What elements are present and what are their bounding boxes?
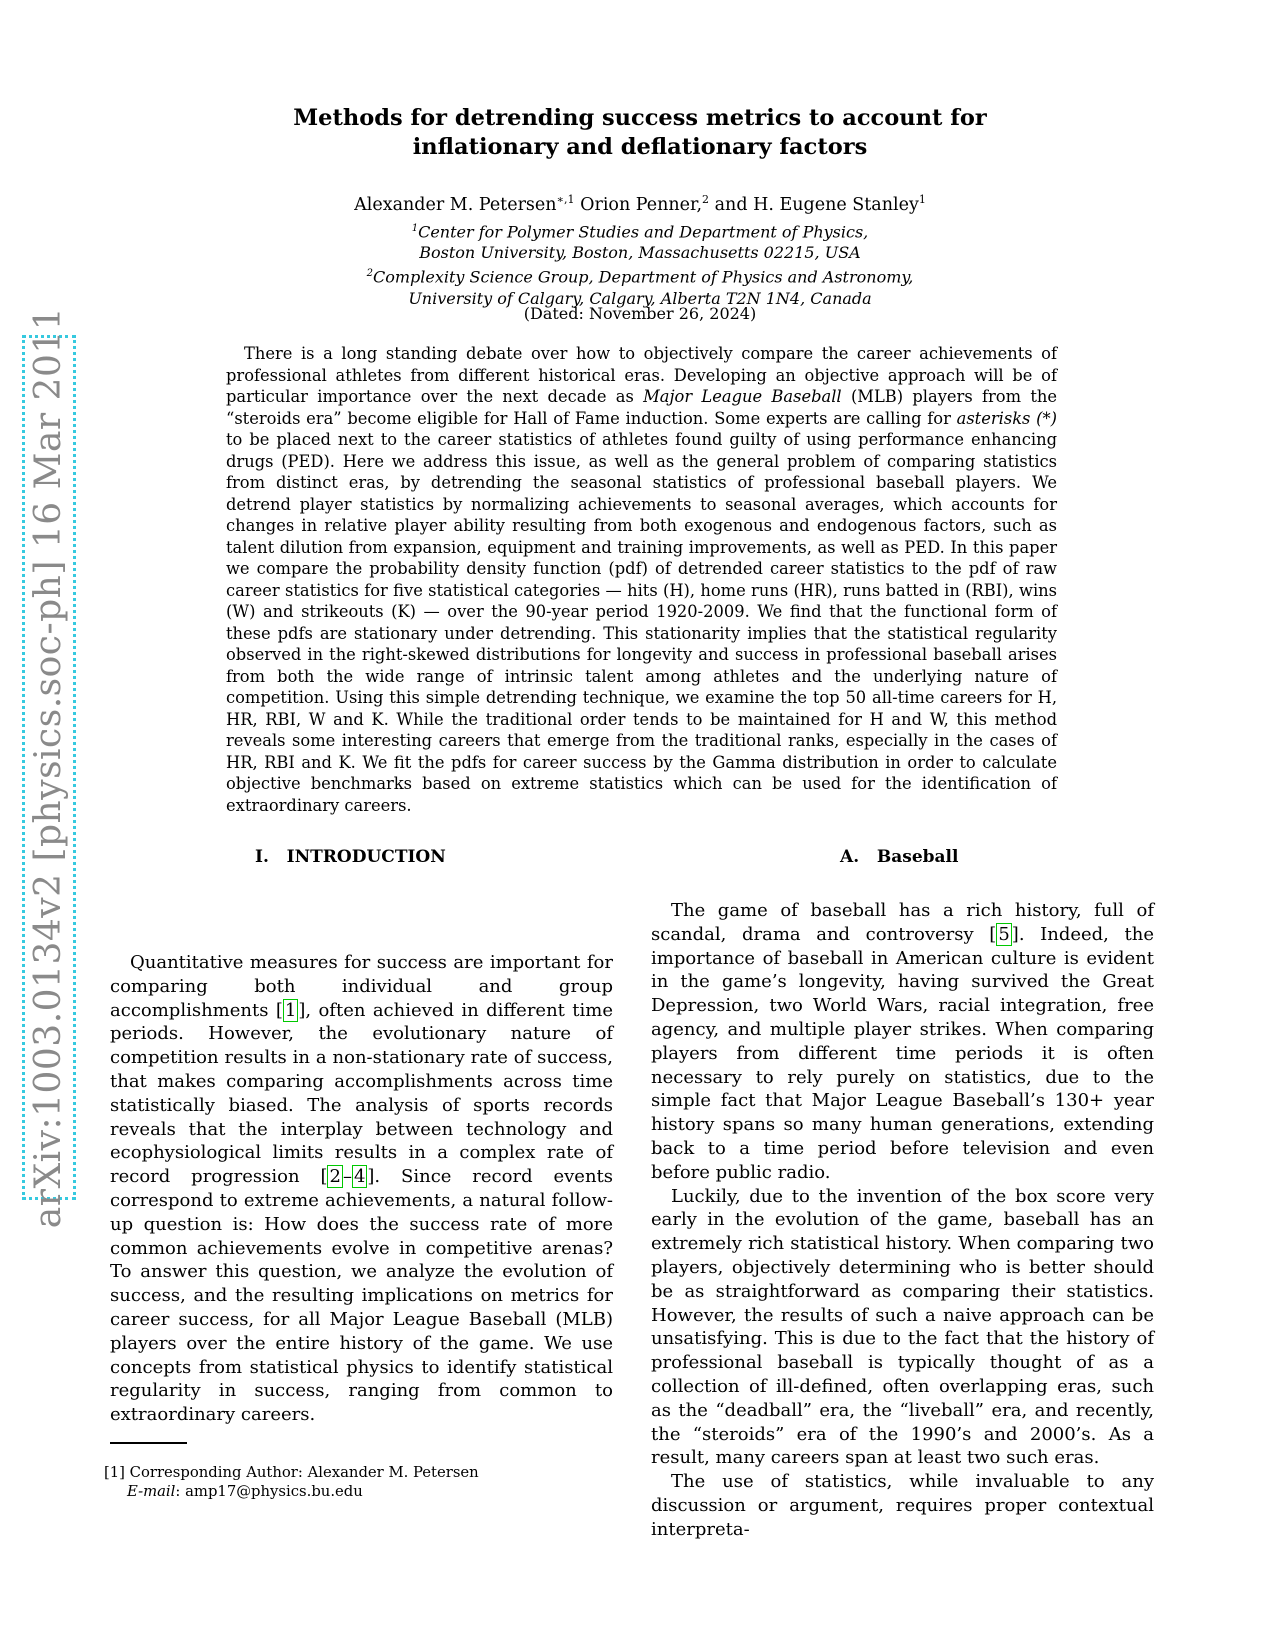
affiliation-2-mark: 2 <box>366 268 373 280</box>
footnote-rule <box>110 1442 187 1444</box>
arxiv-stamp <box>27 306 71 1228</box>
baseball-text-1: The game of baseball has a rich history, full of scandal, drama and controversy <box>651 900 1154 945</box>
author-1: Alexander M. Petersen <box>354 194 557 215</box>
affiliations <box>240 218 1040 309</box>
affiliation-2-line-2: University of Calgary, Calgary, Alberta T2N 1N4, Canada <box>408 288 872 308</box>
abstract <box>226 343 1057 816</box>
date-line: (Dated: November 26, 2024) <box>523 304 757 323</box>
title-line-2: inflationary and deflationary factors <box>412 134 868 160</box>
abstract-asterisks-italic: asterisks (*) <box>956 408 1058 428</box>
author-3: and H. Eugene Stanley <box>714 194 919 215</box>
author-2-mark: 2 <box>702 193 710 206</box>
citation-dash: – <box>342 1166 352 1188</box>
section-heading-introduction <box>255 846 446 868</box>
intro-text-3: . Since record events correspond to extreme achievements, a natural follow-up question is: How does the success rate of more common achievements evolve in competitive arenas? To answer this question, we analyze the evolution of success, and the resulting implications on metrics for career success, for all Major League Baseball (MLB) players over the entire history of the game. We use concepts from statistical physics to identify statistical regularity in success, ranging from common to extraordinary careers. <box>110 1166 614 1426</box>
affiliation-1-line-2: Boston University, Boston, Massachusetts 02215, USA <box>419 243 861 263</box>
author-list <box>240 188 1040 217</box>
citation-link[interactable]: 2 <box>329 1166 341 1188</box>
section-number: I. <box>255 847 269 867</box>
affiliation-1-line-1: Center for Polymer Studies and Department of Physics, <box>418 222 869 242</box>
author-1-mark: ∗,1 <box>556 193 575 206</box>
paper-title <box>240 104 1040 162</box>
baseball-paragraph-3: The use of statistics, while invaluable to any discussion or argument, requires proper contextual interpreta- <box>651 1471 1154 1540</box>
intro-text-2: , often achieved in different time periods. However, the evolutionary nature of competition results in a non-stationary rate of success, that makes comparing accomplishments across time statistically biased. The analysis of sports records reveals that the interplay between technology and ecophysiological limits results in a complex rate of record progression <box>110 999 613 1188</box>
intro-text-1: Quantitative measures for success are important for comparing both individual and group accomplishments <box>110 952 613 1021</box>
introduction-column <box>110 951 613 1427</box>
subsection-number: A. <box>840 847 860 867</box>
arxiv-stamp-text: arXiv:1003.0134v2 [physics.soc-ph] 16 Mar 2011 <box>28 306 70 1228</box>
subsection-title: Baseball <box>876 847 959 867</box>
baseball-text-2: . Indeed, the importance of baseball in American culture is evident in the game’s longevity, having survived the Great Depression, two World Wars, racial integration, free agency, and multiple player strikes. When comparing players from different time periods it is often necessary to rely purely on statistics, due to the simple fact that Major League Baseball’s 130+ year history spans so many human generations, extending back to a time period before television and even before public radio. <box>651 923 1154 1183</box>
citation-link[interactable]: 5 <box>998 923 1010 945</box>
footnote-email-value: : amp17@physics.bu.edu <box>175 1483 363 1500</box>
affiliation-1-mark: 1 <box>411 223 419 234</box>
citation-link[interactable]: 1 <box>284 999 297 1021</box>
title-line-1: Methods for detrending success metrics to account for <box>293 105 987 131</box>
abstract-text-1: There is a long standing debate over how to objectively compare the career achievements of professional athletes from different historical eras. Developing an objective approach will be of particular importance over the next decade as <box>226 344 1057 406</box>
citation-link[interactable]: 4 <box>353 1166 366 1188</box>
baseball-column <box>651 899 1154 1542</box>
abstract-text-2: (MLB) players from the “steroids era” become eligible for Hall of Fame induction. Some experts are calling for <box>226 387 1058 428</box>
baseball-paragraph-2: Luckily, due to the invention of the box score very early in the evolution of the game, baseball has an extremely rich statistical history. When comparing two players, objectively determining who is better should be as straightforward as comparing their statistics. However, the results of such a naive approach can be unsatisfying. This is due to the fact that the history of professional baseball is typically thought of as a collection of ill-defined, often overlapping eras, such as the “deadball” era, the “liveball” era, and recently, the “steroids” era of the 1990’s and 2000’s. As a result, many careers span at least two such eras. <box>651 1185 1154 1469</box>
baseball-paragraph-1: The game of baseball has a rich history, full of scandal, drama and controversy [ 5 ]. Indeed, the importance of baseball in American culture is evident in the game’s longevity, having survived the Great Depression, two World Wars, racial integration, free agency, and multiple player strikes. When comparing players from different time periods it is often necessary to rely purely on statistics, due to the simple fact that Major League Baseball’s 130+ year history spans so many human generations, extending back to a time period before television and even before public radio. <box>651 900 1154 1183</box>
author-3-mark: 1 <box>918 193 926 206</box>
abstract-mlb-italic: Major League Baseball <box>643 387 842 406</box>
section-title: INTRODUCTION <box>286 847 446 867</box>
intro-paragraph: Quantitative measures for success are important for comparing both individual and group accomplishments [ 1 ], often achieved in different time periods. However, the evolutionary nature of competition results in a non-stationary rate of success, that makes comparing accomplishments across time statistically biased. The analysis of sports records reveals that the interplay between technology and ecophysiological limits results in a complex rate of record progression [ 2 – 4 ]. Since record events correspond to extreme achievements, a natural follow-up question is: How does the success rate of more common achievements evolve in competitive arenas? To answer this question, we analyze the evolution of success, and the resulting implications on metrics for career success, for all Major League Baseball (MLB) players over the entire history of the game. We use concepts from statistical physics to identify statistical regularity in success, ranging from common to extraordinary careers. <box>110 952 614 1426</box>
footnote-email-label: E-mail <box>127 1483 176 1500</box>
affiliation-2-line-1: Complexity Science Group, Department of Physics and Astronomy, <box>372 267 914 287</box>
abstract-text-3: to be placed next to the career statistics of athletes found guilty of using performance enhancing drugs (PED). Here we address this issue, as well as the general problem of comparing statistics from distinct eras, by detrending the seasonal statistics of professional baseball players. We detrend player statistics by normalizing achievements to seasonal averages, which accounts for changes in relative player ability resulting from both exogenous and endogenous factors, such as talent dilution from expansion, equipment and training improvements, as well as PED. In this paper we compare the probability density function (pdf) of detrended career statistics to the pdf of raw career statistics for five statistical categories — hits (H), home runs (HR), runs batted in (RBI), wins (W) and strikeouts (K) — over the 90-year period 1920-2009. We find that the functional form of these pdfs are stationary under detrending. This stationarity implies that the statistical regularity observed in the right-skewed distributions for longevity and success in professional baseball arises from both the wide range of intrinsic talent among athletes and the underlying nature of competition. Using this simple detrending technique, we examine the top 50 all-time careers for H, HR, RBI, W and K. While the traditional order tends to be maintained for H and W, this method reveals some interesting careers that emerge from the traditional ranks, especially in the cases of HR, RBI and K. We fit the pdfs for career success by the Gamma distribution in order to calculate objective benchmarks based on extreme statistics which can be used for the identification of extraordinary careers. <box>226 430 1057 815</box>
author-2: Orion Penner, <box>580 194 703 215</box>
subsection-heading-baseball <box>840 846 958 868</box>
footnote-line-1: [1] Corresponding Author: Alexander M. Petersen <box>104 1464 479 1481</box>
footnote <box>104 1463 624 1501</box>
